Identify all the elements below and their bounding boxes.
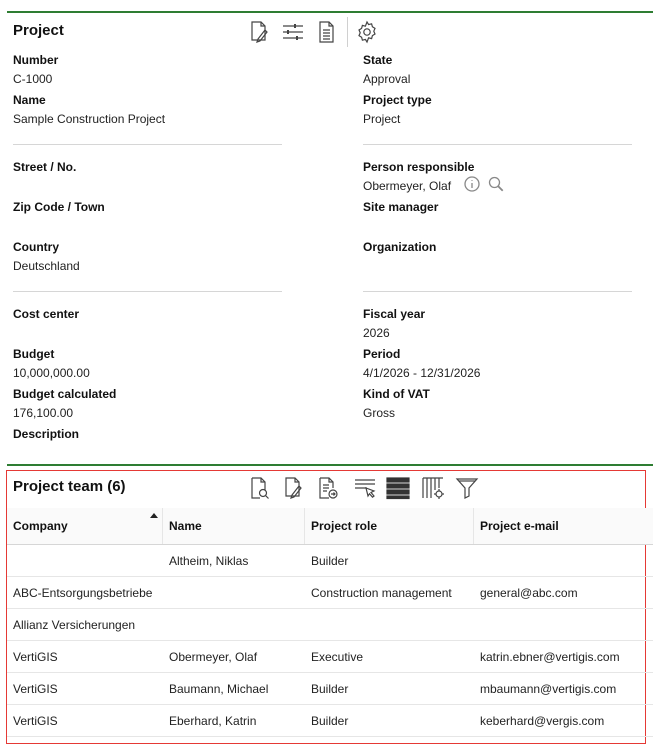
budget-value: 10,000,000.00	[13, 366, 90, 380]
cell-company: VertiGIS	[13, 714, 58, 728]
field-divider	[13, 291, 282, 292]
cell-project-role: Construction management	[311, 586, 452, 600]
select-rows-icon[interactable]	[352, 475, 378, 501]
cell-project-email: katrin.ebner@vertigis.com	[480, 650, 620, 664]
site-manager-label: Site manager	[363, 200, 439, 214]
cell-name: Baumann, Michael	[169, 682, 269, 696]
fiscal-year-value: 2026	[363, 326, 390, 340]
cell-name: Eberhard, Katrin	[169, 714, 257, 728]
column-separator	[304, 508, 305, 544]
period-label: Period	[363, 347, 401, 361]
edit-document-icon[interactable]	[280, 475, 306, 501]
export-document-icon[interactable]	[314, 475, 340, 501]
cell-project-role: Executive	[311, 650, 364, 664]
toolbar-separator	[347, 17, 348, 47]
cell-project-email: mbaumann@vertigis.com	[480, 682, 617, 696]
budget-label: Budget	[13, 347, 55, 361]
table-view-icon[interactable]	[385, 475, 411, 501]
column-header-name[interactable]: Name	[169, 519, 202, 533]
section-divider-top	[7, 11, 653, 13]
project-type-label: Project type	[363, 93, 432, 107]
cell-company: ABC-Entsorgungsbetriebe	[13, 586, 153, 600]
document-icon[interactable]	[314, 19, 340, 45]
cell-name: Obermeyer, Olaf	[169, 650, 258, 664]
kind-of-vat-value: Gross	[363, 406, 396, 420]
column-header-company[interactable]: Company	[13, 519, 68, 533]
person-responsible-label: Person responsible	[363, 160, 475, 174]
field-divider	[363, 144, 632, 145]
name-label: Name	[13, 93, 46, 107]
section-title-project: Project	[13, 22, 64, 39]
zip-town-label: Zip Code / Town	[13, 200, 105, 214]
budget-calculated-value: 176,100.00	[13, 406, 74, 420]
field-divider	[363, 291, 632, 292]
column-header-project-email[interactable]: Project e-mail	[480, 519, 559, 533]
sort-ascending-icon	[150, 513, 158, 518]
person-responsible-value[interactable]: Obermeyer, Olaf	[363, 179, 452, 193]
cell-company: VertiGIS	[13, 650, 58, 664]
description-label: Description	[13, 427, 80, 441]
cell-project-role: Builder	[311, 714, 349, 728]
budget-calculated-label: Budget calculated	[13, 387, 117, 401]
number-label: Number	[13, 53, 59, 67]
cell-project-role: Builder	[311, 682, 349, 696]
field-divider	[13, 144, 282, 145]
kind-of-vat-label: Kind of VAT	[363, 387, 430, 401]
state-value: Approval	[363, 72, 411, 86]
country-value: Deutschland	[13, 259, 80, 273]
search-icon[interactable]	[486, 175, 506, 193]
column-header-project-role[interactable]: Project role	[311, 519, 378, 533]
project-type-value: Project	[363, 112, 401, 126]
adjust-settings-icon[interactable]	[280, 19, 306, 45]
cell-company: Allianz Versicherungen	[13, 618, 136, 632]
column-separator	[473, 508, 474, 544]
organization-label: Organization	[363, 240, 437, 254]
cell-company: VertiGIS	[13, 682, 58, 696]
cell-project-email: general@abc.com	[480, 586, 578, 600]
cost-center-label: Cost center	[13, 307, 80, 321]
name-value: Sample Construction Project	[13, 112, 166, 126]
period-value: 4/1/2026 - 12/31/2026	[363, 366, 481, 380]
state-label: State	[363, 53, 393, 67]
street-label: Street / No.	[13, 160, 77, 174]
country-label: Country	[13, 240, 59, 254]
fiscal-year-label: Fiscal year	[363, 307, 426, 321]
edit-document-icon[interactable]	[246, 19, 272, 45]
search-document-icon[interactable]	[246, 475, 272, 501]
column-settings-icon[interactable]	[420, 475, 446, 501]
cell-project-email: keberhard@vergis.com	[480, 714, 605, 728]
cell-name: Altheim, Niklas	[169, 554, 249, 568]
filter-icon[interactable]	[454, 475, 480, 501]
gear-icon[interactable]	[354, 19, 380, 45]
info-icon[interactable]	[462, 175, 482, 193]
section-title-project-team: Project team (6)	[13, 478, 126, 495]
section-divider-team	[7, 464, 653, 466]
cell-project-role: Builder	[311, 554, 349, 568]
column-separator	[162, 508, 163, 544]
number-value: C-1000	[13, 72, 53, 86]
